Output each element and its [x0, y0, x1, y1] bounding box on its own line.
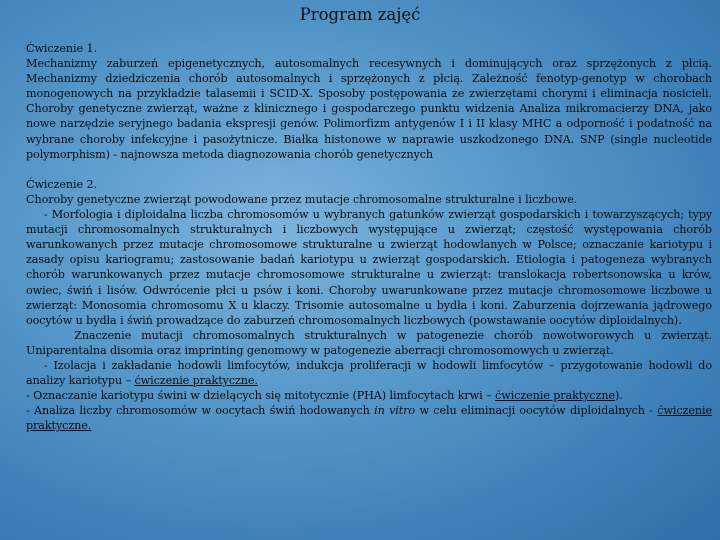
practical-exercise-link-3[interactable]: ćwiczenie praktyczne. [26, 404, 712, 433]
practical-exercise-link-2[interactable]: ćwiczenie praktyczne [495, 389, 615, 403]
exercise-2-para-lymphocytes [26, 358, 712, 388]
exercise-2-para-oocytes [26, 403, 712, 433]
karyotype-text: - Oznaczanie kariotypu świni w dzielących się mitotycznie (PHA) limfocytach krwi – [26, 389, 492, 403]
exercise-2-para-morphology: - Morfologia i diploidalna liczba chromosomów u wybranych gatunków zwierząt gospodarskich i towarzyszących; typy mutacji chromosomalnych strukturalnych i liczbowych występujące u zwierząt; częstość występowania chorób warunkowanych przez mutacje chromosomowe strukturalne u zwierząt hodowlanych w Polsce; oznaczanie kariotypu i zasady opisu kariogramu; zastosowanie badań kariotypu u zwierząt gospodarskich. Etiologia i patogeneza wybranych chorób warunkowanych przez mutacje chromosomowe strukturalne u zwierząt: translokacja robertsonowska u krów, owiec, świń i lisów. Odwrócenie płci u psów i koni. Choroby uwarunkowane przez mutacje chromosomowe liczbowe u zwierząt: Monosomia chromosomu X u klaczy. Trisomie autosomalne u bydła i koni. Zaburzenia dojrzewania jądrowego oocytów u bydła i świń prowadzące do zaburzeń chromosomalnych liczbowych (powstawanie oocytów diploidalnych). [26, 208, 712, 327]
practical-exercise-link-1[interactable]: ćwiczenie praktyczne. [134, 374, 258, 388]
karyotype-end: ). [614, 389, 623, 403]
lymphocytes-text: - Izolacja i zakładanie hodowli limfocytów, indukcja proliferacji w hodowli limfocytów – przygotowanie hodowli do analizy kariotypu – [26, 358, 712, 388]
page-title: Program zajęć [299, 5, 421, 24]
exercise-2-heading: Ćwiczenie 2. [26, 177, 97, 191]
exercise-2-para-karyotype [26, 388, 712, 403]
oocytes-rest: w celu eliminacji oocytów diploidalnych - [419, 404, 653, 418]
exercise-2-para-tumors: Znaczenie mutacji chromosomalnych strukturalnych w patogenezie chorób nowotworowych u zwierząt. Uniparentalna disomia oraz imprinting genomowy w patogenezie aberracji chromosomowych u zwierząt. [26, 328, 712, 357]
exercise-1-text: Mechanizmy zaburzeń epigenetycznych, autosomalnych recesywnych i dominujących oraz sprzężonych z płcią. Mechanizmy dziedziczenia chorób autosomalnych i sprzężonych z płcią. Zależność fenotyp-genotyp w chorobach monogenowych na przykładzie talasemii i SCID-X. Sposoby postępowania ze zwierzętami chorymi i eliminacja nosicieli. Choroby genetyczne zwierząt, ważne z klinicznego i gospodarczego punktu widzenia Analiza mikromacierzy DNA, jako nowe narzędzie seryjnego badania ekspresji genów. Polimorfizm antygenów I i II klasy MHC a odporność i podatność na wybrane choroby infekcyjne i pasożytnicze. Białka histonowe w naprawie uszkodzonego DNA. SNP (single nucleotide polymorphism) - najnowsza metoda diagnozowania chorób genetycznych [26, 57, 712, 161]
spacer [26, 162, 712, 177]
content-body [26, 41, 712, 433]
exercise-1-heading: Ćwiczenie 1. [26, 42, 97, 55]
oocytes-text: - Analiza liczby chromosomów w oocytach świń hodowanych [26, 404, 370, 418]
exercise-2-intro: Choroby genetyczne zwierząt powodowane przez mutacje chromosomalne strukturalne i liczbowe. [26, 192, 578, 206]
in-vitro-text: in vitro [374, 404, 416, 418]
